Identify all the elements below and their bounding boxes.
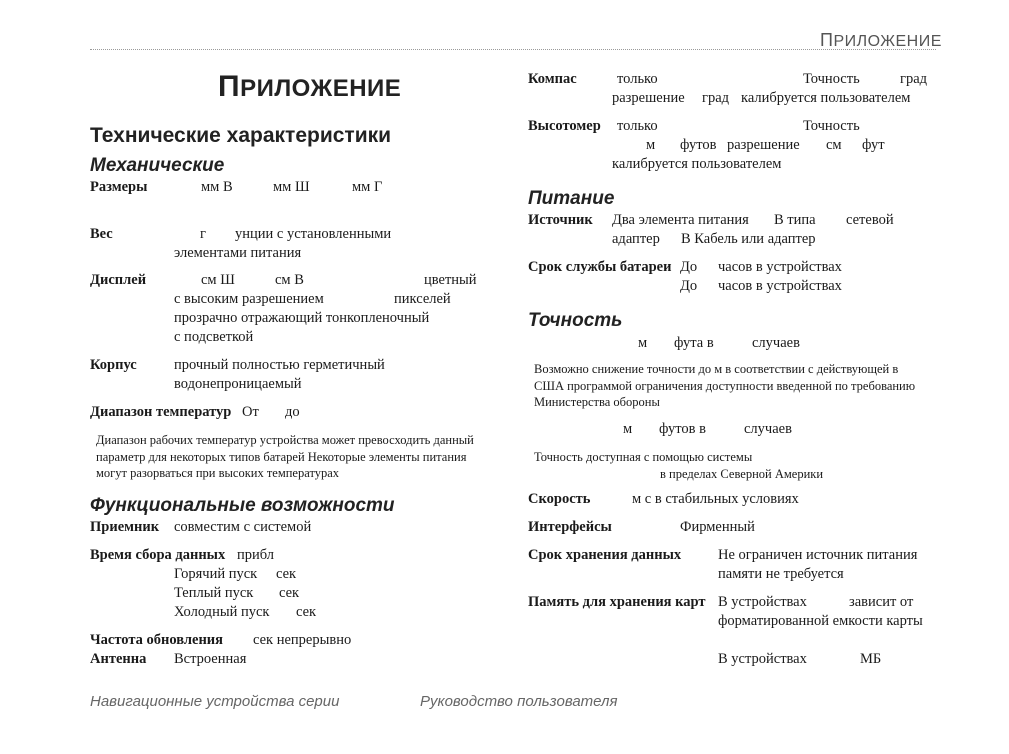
mechanical-heading: Механические xyxy=(90,155,225,176)
spec-value: сек xyxy=(276,566,297,582)
spec-value: сетевой xyxy=(846,212,894,228)
spec-value: м с в стабильных условиях xyxy=(632,491,799,507)
header-divider xyxy=(90,49,936,50)
spec-value: Точность xyxy=(803,71,860,87)
spec-value: град xyxy=(702,90,730,106)
footer-manual: Руководство пользователя xyxy=(420,693,618,710)
spec-value: В типа xyxy=(774,212,816,228)
spec-label: Антенна xyxy=(90,651,147,667)
spec-label: Размеры xyxy=(90,179,148,195)
spec-value: цветный xyxy=(424,272,477,288)
spec-value: Два элемента питания xyxy=(612,212,749,228)
spec-label: Скорость xyxy=(528,491,591,507)
spec-value: мм Г xyxy=(352,179,383,195)
spec-label: Вес xyxy=(90,226,113,242)
spec-value: до xyxy=(285,404,300,420)
accuracy-heading: Точность xyxy=(528,310,623,331)
spec-label: Дисплей xyxy=(90,272,147,288)
spec-label: Срок хранения данных xyxy=(528,547,682,563)
spec-value: м xyxy=(623,421,633,437)
spec-value: Не ограничен источник питания xyxy=(718,547,918,563)
spec-value: случаев xyxy=(752,335,800,351)
spec-value: м xyxy=(646,137,656,153)
spec-value: пикселей xyxy=(394,291,451,307)
spec-value: только xyxy=(617,71,658,87)
spec-value: см xyxy=(826,137,842,153)
spec-value: Фирменный xyxy=(680,519,755,535)
spec-value: прибл xyxy=(237,547,275,563)
spec-value: калибруется пользователем xyxy=(741,90,911,106)
spec-value: случаев xyxy=(744,421,792,437)
spec-value: см В xyxy=(275,272,304,288)
spec-value: см Ш xyxy=(201,272,235,288)
spec-value: с подсветкой xyxy=(174,329,254,345)
spec-value: В устройствах xyxy=(718,594,807,610)
spec-value: водонепроницаемый xyxy=(174,376,302,392)
tech-specs-heading: Технические характеристики xyxy=(90,124,392,147)
spec-value: В устройствах xyxy=(718,651,807,667)
spec-value: совместим с системой xyxy=(174,519,312,535)
spec-value: г xyxy=(200,226,206,242)
spec-value: До xyxy=(680,278,698,294)
spec-label: Высотомер xyxy=(528,118,601,134)
spec-value: унции с установленными xyxy=(235,226,392,242)
spec-value: фут xyxy=(862,137,885,153)
spec-value: Холодный пуск xyxy=(174,604,270,620)
spec-value: В Кабель или адаптер xyxy=(681,231,816,247)
spec-label: Время сбора данных xyxy=(90,547,226,563)
spec-label: Компас xyxy=(528,71,577,87)
power-heading: Питание xyxy=(528,188,615,209)
spec-value: сек xyxy=(279,585,300,601)
spec-label: Частота обновления xyxy=(90,632,223,648)
spec-value: сек непрерывно xyxy=(253,632,352,648)
spec-value: адаптер xyxy=(612,231,660,247)
spec-value: элементами питания xyxy=(174,245,302,261)
spec-value: м xyxy=(638,335,648,351)
spec-value: фута в xyxy=(674,335,714,351)
spec-value: зависит от xyxy=(849,594,914,610)
footer-product: Навигационные устройства серии xyxy=(90,693,340,710)
spec-label: Память для хранения карт xyxy=(528,594,706,610)
spec-value: футов в xyxy=(659,421,706,437)
spec-value: форматированной емкости карты xyxy=(718,613,923,629)
temperature-note: Диапазон рабочих температур устройства может превосходить данный параметр для некоторых типов батарей Некоторые элементы питания могут разорваться при высоких температурах xyxy=(96,433,474,480)
spec-value: МБ xyxy=(860,651,882,667)
spec-value: Теплый пуск xyxy=(174,585,254,601)
spec-value: Встроенная xyxy=(174,651,247,667)
spec-value: часов в устройствах xyxy=(718,259,842,275)
spec-value: сек xyxy=(296,604,317,620)
spec-value: калибруется пользователем xyxy=(612,156,782,172)
spec-label: Приемник xyxy=(90,519,160,535)
page-title: ПРИЛОЖЕНИЕ xyxy=(218,70,402,103)
spec-label: Срок службы батареи xyxy=(528,259,672,275)
accuracy-note: Возможно снижение точности до м в соответствии с действующей в США программой ограничения доступности введенной по требованию Министерства обороны xyxy=(534,362,916,409)
spec-label: Интерфейсы xyxy=(528,519,612,535)
spec-value: только xyxy=(617,118,658,134)
spec-value: прочный полностью герметичный xyxy=(174,357,385,373)
spec-value: Горячий пуск xyxy=(174,566,258,582)
spec-value: мм Ш xyxy=(273,179,310,195)
spec-value: разрешение xyxy=(612,90,685,106)
spec-value: памяти не требуется xyxy=(718,566,844,582)
spec-value: прозрачно отражающий тонкопленочный xyxy=(174,310,430,326)
spec-value: часов в устройствах xyxy=(718,278,842,294)
note-line: в пределах Северной Америки xyxy=(660,467,824,481)
spec-label: Корпус xyxy=(90,357,137,373)
spec-value: мм В xyxy=(201,179,233,195)
spec-value: футов xyxy=(680,137,717,153)
spec-label: Источник xyxy=(528,212,593,228)
spec-value: До xyxy=(680,259,698,275)
spec-value: разрешение xyxy=(727,137,800,153)
spec-value: От xyxy=(242,404,259,420)
spec-value: град xyxy=(900,71,928,87)
note-line: Точность доступная с помощью системы xyxy=(534,450,753,464)
spec-value: с высоким разрешением xyxy=(174,291,324,307)
running-header: ПРИЛОЖЕНИЕ xyxy=(820,30,942,50)
features-heading: Функциональные возможности xyxy=(90,495,395,516)
spec-value: Точность xyxy=(803,118,860,134)
spec-label: Диапазон температур xyxy=(90,404,232,420)
